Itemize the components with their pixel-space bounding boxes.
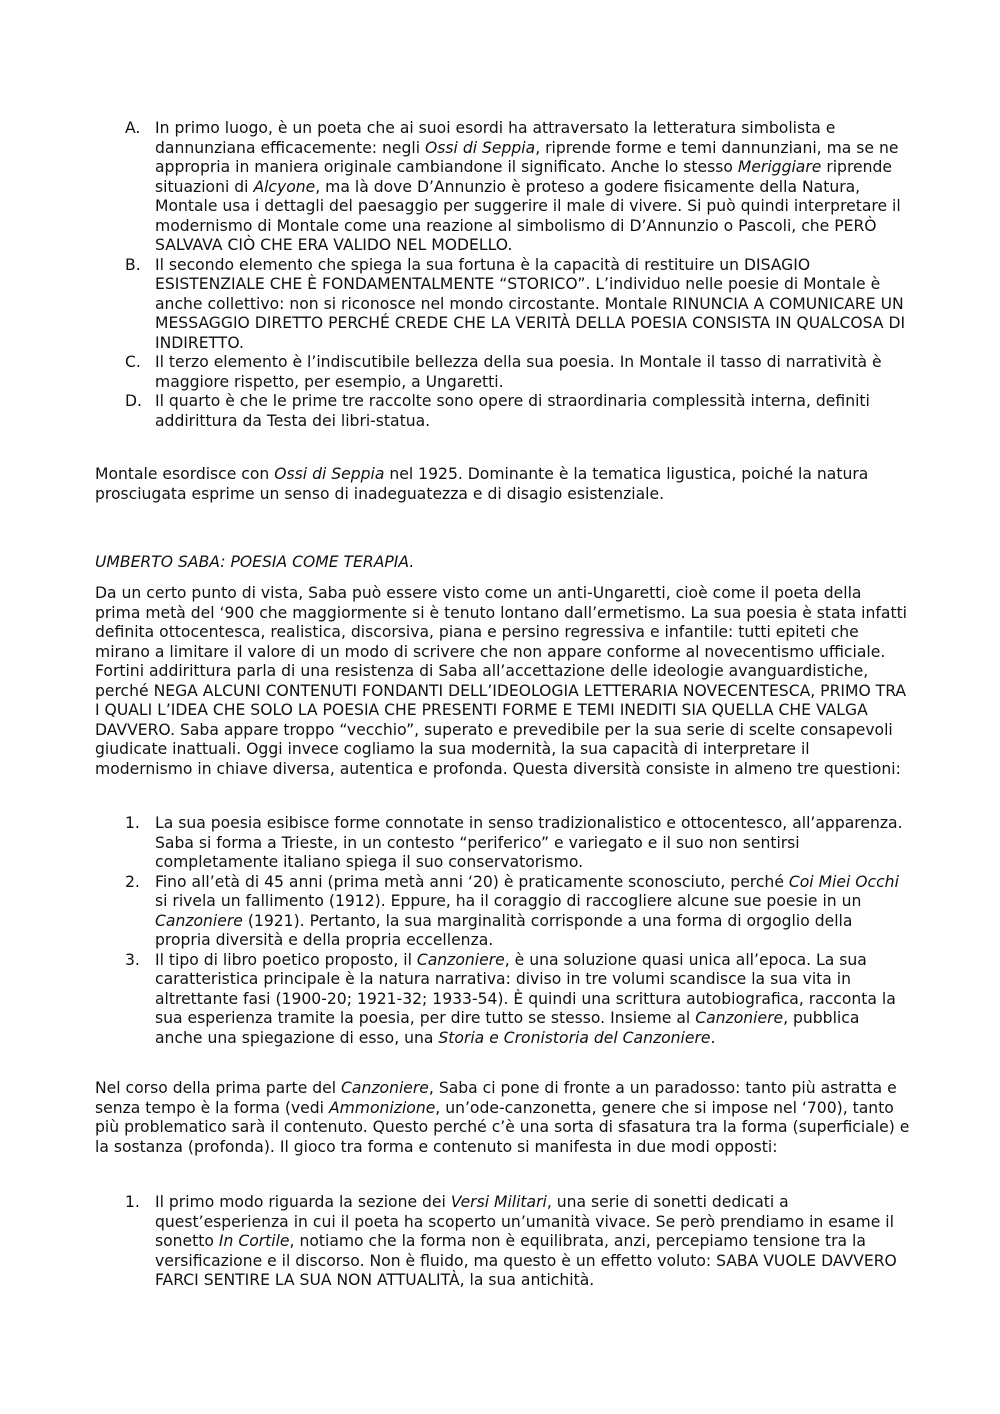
italic-title: Canzoniere	[155, 911, 243, 930]
text-run: Da un certo punto di vista, Saba può essere visto come un anti-Ungaretti, cioè come il poeta della prima metà del ‘900 che maggiormente si è tenuto lontano dall’ermetismo. La sua poesia è stata infatti definita ottocentesca, realistica, discorsiva, piana e persino regressiva e infantile: tutti epiteti che mirano a limitare il valore di un modo di scrivere che non appare conforme al novecentismo ufficiale. Fortini addirittura parla di una resistenza di Saba all’accettazione delle ideologie avanguardistiche, perché NEGA ALCUNI CONTENUTI FONDANTI DELL’IDEOLOGIA LETTERARIA NOVECENTESCA, PRIMO TRA I QUALI L’IDEA CHE SOLO LA POESIA CHE PRESENTI FORME E TEMI INEDITI SIA QUELLA CHE VALGA DAVVERO. Saba appare troppo “vecchio”, superato e prevedibile per la sua serie di scelte consapevoli giudicate inattuali. Oggi invece cogliamo la sua modernità, la sua capacità di interpretare il modernismo in chiave diversa, autentica e profonda. Questa diversità consiste in almeno tre questioni:	[95, 584, 908, 778]
text-run: (1921). Pertanto, la sua marginalità corrisponde a una forma di orgoglio della propria diversità e della propria eccellenza.	[155, 911, 853, 949]
text-run: Il tipo di libro poetico proposto, il	[155, 950, 417, 969]
text-run: Fino all’età di 45 anni (prima metà anni ‘20) è praticamente sconosciuto, perché	[155, 872, 789, 891]
list-item-text	[155, 256, 905, 352]
text-run: si rivela un fallimento (1912). Eppure, ha il coraggio di raccogliere alcune sue poesie in un	[155, 892, 862, 910]
text-run: Montale esordisce con	[95, 465, 275, 483]
text-run: , Saba ci pone di fronte a un paradosso: tanto più astratta e senza tempo è la forma (vedi	[95, 1079, 897, 1117]
list-item-text	[155, 353, 882, 391]
text-run: .	[710, 1028, 716, 1047]
italic-title: Canzoniere	[416, 950, 505, 969]
saba-intro-paragraph	[95, 584, 910, 779]
italic-title: Meriggiare	[737, 158, 822, 176]
list-item	[95, 119, 910, 256]
italic-title: Alcyone	[253, 177, 316, 196]
list-marker: D.	[125, 392, 142, 410]
list-item-text	[155, 814, 903, 871]
text-run: In primo luogo, è un poeta che ai suoi esordi ha attraversato la letteratura simbolista e dannunziana efficacemente: negli	[155, 119, 836, 157]
list-item	[95, 814, 910, 873]
saba-questions-list	[95, 814, 910, 1048]
italic-title: Coi Miei Occhi	[788, 872, 899, 891]
list-marker: A.	[125, 119, 141, 137]
list-marker: B.	[125, 255, 141, 274]
italic-title: Ossi di Seppia	[425, 138, 536, 157]
text-run: , una serie di sonetti dedicati a quest’esperienza in cui il poeta ha scoperto un’umanità vivace. Se però prendiamo in esame il sonetto	[155, 1193, 894, 1250]
list-item	[95, 256, 910, 354]
italic-title: In Cortile	[218, 1232, 290, 1250]
text-run: riprende situazioni di	[155, 158, 892, 196]
text-run: , un’ode-canzonetta, genere che si impose nel ‘700), tanto più problematico sarà il contenuto. Questo perché c’è una sorta di sfasatura tra la forma (superficiale) e la sostanza (profonda). Il gioco tra forma e contenuto si manifesta in due modi opposti:	[95, 1098, 910, 1156]
text-run: Nel corso della prima parte del	[95, 1079, 342, 1097]
list-marker: 1.	[125, 814, 140, 832]
italic-title: Ossi di Seppia	[274, 465, 385, 483]
list-marker: C.	[125, 353, 141, 371]
list-item	[95, 353, 910, 392]
text-run: , notiamo che la forma non è equilibrata, anzi, percepiamo tensione tra la versificazione e il discorso. Non è fluido, ma questo è un effetto voluto: SABA VUOLE DAVVERO FARCI SENTIRE LA SUA NON ATTUALITÀ, la sua antichità.	[155, 1232, 897, 1289]
italic-title: Versi Militari	[450, 1193, 547, 1211]
list-marker: 1.	[125, 1193, 140, 1211]
list-item-text	[155, 951, 896, 1047]
montale-list	[95, 119, 910, 431]
list-item	[95, 951, 910, 1049]
list-marker: 3.	[125, 950, 140, 969]
text-run: , riprende forme e temi dannunziani, ma se ne appropria in maniera originale cambiandone il significato. Anche lo stesso	[155, 138, 899, 176]
text-run: , pubblica anche una spiegazione di esso, una	[155, 1009, 860, 1047]
italic-title: Ammonizione	[328, 1098, 436, 1117]
text-run: , è una soluzione quasi unica all’epoca. La sua caratteristica principale è la natura narrativa: diviso in tre volumi scandisce la sua vita in altrettante fasi (1900-20; 1921-32; 1933-54). È quindi una scrittura autobiografica, racconta la sua esperienza tramite la poesia, per dire tutto se stesso. Insieme al	[155, 950, 896, 1027]
text-run: Il terzo elemento è l’indiscutibile bellezza della sua poesia. In Montale il tasso di narratività è maggiore rispetto, per esempio, a Ungaretti.	[155, 353, 882, 391]
list-item-text	[155, 1193, 897, 1289]
text-run: nel 1925. Dominante è la tematica ligustica, poiché la natura prosciugata esprime un senso di inadeguatezza e di disagio esistenziale.	[95, 465, 869, 503]
list-item-text	[155, 873, 899, 950]
list-item	[95, 1193, 910, 1291]
modi-list	[95, 1193, 910, 1291]
italic-title: Canzoniere	[695, 1009, 784, 1027]
list-marker: 2.	[125, 872, 140, 891]
saba-heading: UMBERTO SABA: POESIA COME TERAPIA.	[95, 553, 415, 571]
italic-title: Storia e Cronistoria del Canzoniere	[438, 1028, 711, 1047]
text-run: Il quarto è che le prime tre raccolte sono opere di straordinaria complessità interna, definiti addirittura da Testa dei libri-statua.	[155, 392, 870, 430]
list-item-text	[155, 119, 901, 254]
canzoniere-paragraph	[95, 1079, 910, 1157]
montale-paragraph	[95, 465, 910, 504]
text-run: Il secondo elemento che spiega la sua fortuna è la capacità di restituire un DISAGIO ESISTENZIALE CHE È FONDAMENTALMENTE “STORICO”. L’individuo nelle poesie di Montale è anche collettivo: non si riconosce nel mondo circostante. Montale RINUNCIA A COMUNICARE UN MESSAGGIO DIRETTO PERCHÉ CREDE CHE LA VERITÀ DELLA POESIA CONSISTA IN QUALCOSA DI INDIRETTO.	[155, 255, 906, 352]
text-run: La sua poesia esibisce forme connotate in senso tradizionalistico e ottocentesco, all’apparenza. Saba si forma a Trieste, in un contesto “periferico” e variegato e il suo non sentirsi completamente italiano spiega il suo conservatorismo.	[155, 814, 903, 871]
text-run: Il primo modo riguarda la sezione dei	[155, 1193, 451, 1211]
list-item	[95, 873, 910, 951]
italic-title: Canzoniere	[341, 1079, 429, 1097]
list-item	[95, 392, 910, 431]
text-run: , ma là dove D’Annunzio è proteso a godere fisicamente della Natura, Montale usa i dettagli del paesaggio per suggerire il male di vivere. Si può quindi interpretare il modernismo di Montale come una reazione al simbolismo di D’Annunzio o Pascoli, che PERÒ SALVAVA CIÒ CHE ERA VALIDO NEL MODELLO.	[155, 177, 901, 254]
list-item-text	[155, 392, 870, 430]
